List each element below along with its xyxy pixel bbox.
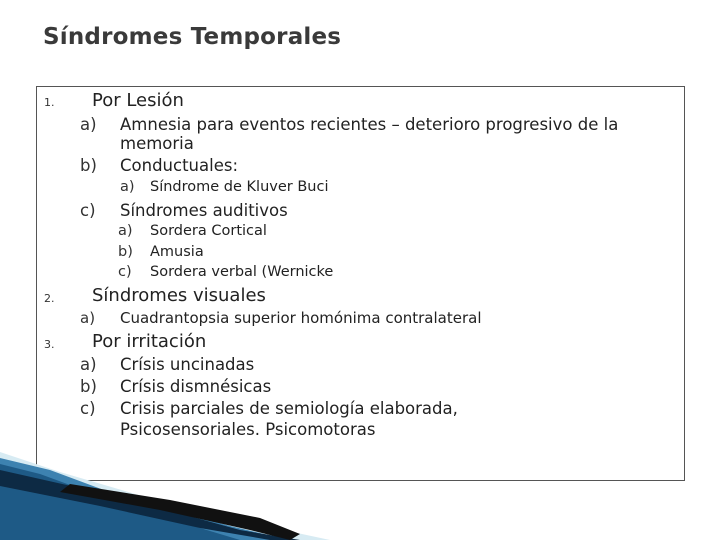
item-1-label: Por Lesión [92,90,184,111]
item-3-label: Por irritación [92,331,207,352]
item-1c-c-text: Sordera verbal (Wernicke [150,264,334,280]
item-2-label: Síndromes visuales [92,285,266,306]
item-1a-marker: a) [80,115,97,134]
item-1a-text-line2: memoria [120,134,194,153]
item-2-number: 2. [44,292,55,305]
item-1a-text-line1: Amnesia para eventos recientes – deterioro progresivo de la [120,115,619,134]
item-1c-a-text: Sordera Cortical [150,223,267,239]
item-1b-text: Conductuales: [120,156,239,175]
item-1b-a-marker: a) [120,179,135,195]
item-3a-marker: a) [80,355,97,374]
item-3-number: 3. [44,338,55,351]
item-1c-a-marker: a) [118,223,133,239]
slide-title: Síndromes Temporales [43,24,342,50]
item-3a-text: Crísis uncinadas [120,355,255,374]
decorative-swoosh [0,440,720,540]
item-1b-a-text: Síndrome de Kluver Buci [150,179,329,195]
item-1c-b-text: Amusia [150,244,204,260]
item-1c-c-marker: c) [118,264,132,280]
item-1c-text: Síndromes auditivos [120,201,288,220]
item-3b-marker: b) [80,377,97,396]
item-3c-marker: c) [80,399,96,418]
item-2a-marker: a) [80,309,96,327]
item-3b-text: Crísis dismnésicas [120,377,272,396]
item-2a-text: Cuadrantopsia superior homónima contralateral [120,309,482,327]
item-3c-text-line2: Psicosensoriales. Psicomotoras [120,420,376,439]
item-1c-b-marker: b) [118,244,133,260]
item-1b-marker: b) [80,156,97,175]
item-3c-text-line1: Crisis parciales de semiología elaborada, [120,399,458,418]
item-1-number: 1. [44,96,55,109]
item-1c-marker: c) [80,201,96,220]
